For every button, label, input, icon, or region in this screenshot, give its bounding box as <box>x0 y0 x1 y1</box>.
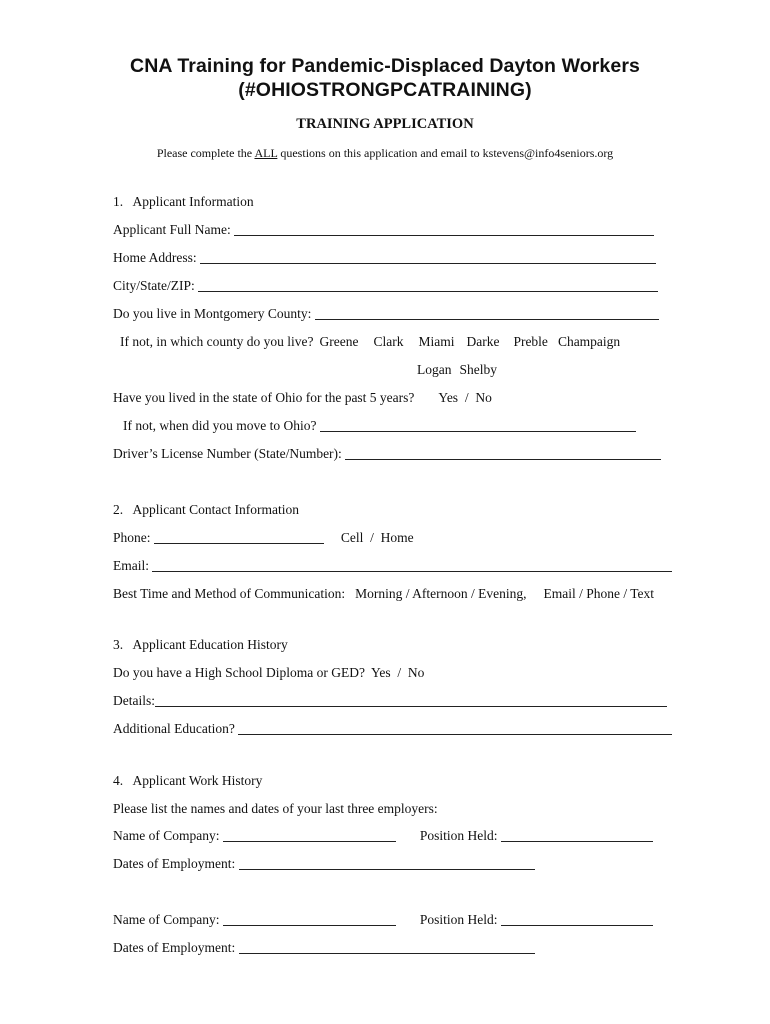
full-name-label: Applicant Full Name: <box>113 222 231 237</box>
company-label: Name of Company: <box>113 828 220 843</box>
email-row <box>113 556 672 576</box>
position-label: Position Held: <box>419 828 498 843</box>
section-heading-contact-info: 2. Applicant Contact Information <box>113 502 299 517</box>
county-option[interactable]: Preble <box>513 334 548 349</box>
license-label: Driver’s License Number (State/Number): <box>113 446 342 461</box>
county-option[interactable]: Darke <box>466 334 500 349</box>
section-heading-education: 3. Applicant Education History <box>113 637 288 652</box>
position-field[interactable] <box>501 911 653 926</box>
section-heading-work-history: 4. Applicant Work History <box>113 773 263 788</box>
county-question: If not, in which county do you live? <box>120 334 314 349</box>
diploma-question: Do you have a High School Diploma or GED? <box>113 665 365 680</box>
city-state-zip-field[interactable] <box>198 277 658 292</box>
instructions <box>0 146 770 161</box>
phone-type-options[interactable]: Cell / Home <box>340 530 414 545</box>
montgomery-label: Do you live in Montgomery County: <box>113 306 312 321</box>
best-time-label: Best Time and Method of Communication: <box>113 586 346 601</box>
diploma-row <box>113 663 424 683</box>
county-option[interactable]: Shelby <box>459 362 498 377</box>
employer-2-dates-row <box>113 938 535 958</box>
montgomery-row <box>113 304 659 324</box>
instructions-after: questions on this application and email to kstevens@info4seniors.org <box>277 146 614 160</box>
full-name-row <box>113 220 654 240</box>
home-address-label: Home Address: <box>113 250 197 265</box>
instructions-emphasis: ALL <box>254 146 278 160</box>
moved-to-ohio-row <box>123 416 636 436</box>
license-row <box>113 444 661 464</box>
time-options[interactable]: Morning / Afternoon / Evening, <box>355 586 527 601</box>
form-subtitle: TRAINING APPLICATION <box>296 116 474 132</box>
diploma-options[interactable]: Yes / No <box>370 665 425 680</box>
company-label: Name of Company: <box>113 912 220 927</box>
details-field[interactable] <box>155 692 667 707</box>
county-option[interactable]: Miami <box>418 334 455 349</box>
company-field[interactable] <box>223 827 396 842</box>
phone-row <box>113 528 414 548</box>
montgomery-field[interactable] <box>315 305 659 320</box>
page-title-hashtag: (#OHIOSTRONGPCATRAINING) <box>238 79 532 101</box>
employer-2-row <box>113 910 653 930</box>
details-row <box>113 691 667 711</box>
county-option[interactable]: Champaign <box>557 334 621 349</box>
phone-field[interactable] <box>154 529 324 544</box>
dates-field[interactable] <box>239 939 535 954</box>
page-title: CNA Training for Pandemic-Displaced Dayton Workers <box>130 55 640 77</box>
city-state-zip-label: City/State/ZIP: <box>113 278 195 293</box>
instructions-before: Please complete the <box>156 146 255 160</box>
additional-education-label: Additional Education? <box>113 721 235 736</box>
dates-label: Dates of Employment: <box>113 856 236 871</box>
county-options-row2 <box>417 360 497 380</box>
company-field[interactable] <box>223 911 396 926</box>
method-options[interactable]: Email / Phone / Text <box>543 586 655 601</box>
phone-label: Phone: <box>113 530 151 545</box>
county-option[interactable]: Clark <box>373 334 404 349</box>
license-field[interactable] <box>345 445 661 460</box>
city-state-zip-row <box>113 276 658 296</box>
ohio-question: Have you lived in the state of Ohio for the past 5 years? <box>113 390 415 405</box>
county-question-row <box>120 332 620 352</box>
position-field[interactable] <box>501 827 653 842</box>
home-address-field[interactable] <box>200 249 656 264</box>
county-option[interactable]: Greene <box>319 334 359 349</box>
ohio-residency-row <box>113 388 492 408</box>
best-time-row <box>113 584 654 604</box>
email-field[interactable] <box>152 557 672 572</box>
section-heading-applicant-info: 1. Applicant Information <box>113 194 254 209</box>
employer-1-dates-row <box>113 854 535 874</box>
county-option[interactable]: Logan <box>417 362 452 377</box>
moved-label: If not, when did you move to Ohio? <box>123 418 317 433</box>
dates-field[interactable] <box>239 855 535 870</box>
home-address-row <box>113 248 656 268</box>
dates-label: Dates of Employment: <box>113 940 236 955</box>
additional-education-field[interactable] <box>238 720 672 735</box>
details-label: Details: <box>113 693 155 708</box>
additional-education-row <box>113 719 672 739</box>
email-label: Email: <box>113 558 149 573</box>
employer-1-row <box>113 826 653 846</box>
position-label: Position Held: <box>419 912 498 927</box>
full-name-field[interactable] <box>234 221 654 236</box>
moved-date-field[interactable] <box>320 417 636 432</box>
employers-instruction: Please list the names and dates of your last three employers: <box>113 801 438 816</box>
ohio-options[interactable]: Yes / No <box>438 390 492 405</box>
